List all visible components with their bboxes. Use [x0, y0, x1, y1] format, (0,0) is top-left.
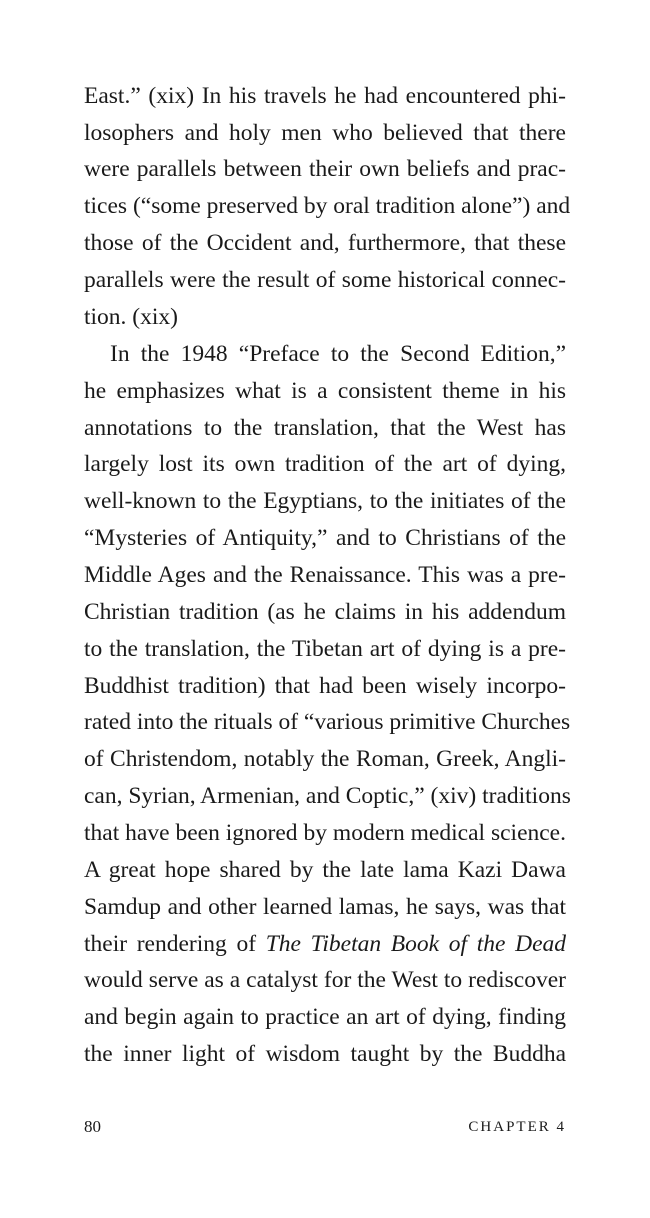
text-line: would serve as a catalyst for the West to rediscover — [84, 967, 566, 993]
text-line: “Mysteries of Antiquity,” and to Christians of the — [84, 525, 566, 551]
text-line: rated into the rituals of “various primitive Churches — [84, 709, 571, 735]
text-line: well-known to the Egyptians, to the initiates of the — [84, 488, 566, 514]
text-line: and begin again to practice an art of dying, finding — [84, 1004, 566, 1030]
text-line: annotations to the translation, that the West has — [84, 415, 566, 441]
text-line — [84, 929, 566, 959]
text-line: tices (“some preserved by oral tradition alone”) and — [84, 193, 571, 219]
text-line: Buddhist tradition) that had been wisely incorpo- — [84, 673, 566, 699]
text-line: largely lost its own tradition of the art of dying, — [84, 451, 566, 477]
book-title-italic: The Tibetan Book of the Dead — [265, 931, 566, 957]
text-line: Samdup and other learned lamas, he says, was that — [84, 894, 566, 920]
text-line: that have been ignored by modern medical science. — [84, 820, 566, 846]
text-line: Christian tradition (as he claims in his addendum — [84, 599, 566, 625]
text-line: tion. (xix) — [84, 304, 178, 330]
text-line: of Christendom, notably the Roman, Greek, Angli- — [84, 746, 566, 772]
text-run: their rendering of — [84, 931, 257, 957]
text-line: he emphasizes what is a consistent theme in his — [84, 378, 566, 404]
text-line: In the 1948 “Preface to the Second Edition,” — [110, 341, 566, 367]
text-line: can, Syrian, Armenian, and Coptic,” (xiv) traditions — [84, 783, 571, 809]
page-number: 80 — [84, 1117, 101, 1136]
text-line: A great hope shared by the late lama Kazi Dawa — [84, 857, 566, 883]
text-line: were parallels between their own beliefs and prac- — [84, 156, 566, 182]
text-line: the inner light of wisdom taught by the Buddha — [84, 1041, 566, 1067]
text-line: to the translation, the Tibetan art of dying is a pre- — [84, 636, 566, 662]
text-line: Middle Ages and the Renaissance. This was a pre- — [84, 562, 566, 588]
text-line: East.” (xix) In his travels he had encountered phi- — [84, 83, 566, 109]
running-head: CHAPTER 4 — [468, 1119, 566, 1135]
text-line: those of the Occident and, furthermore, that these — [84, 230, 566, 256]
text-line: losophers and holy men who believed that there — [84, 120, 566, 146]
text-line: parallels were the result of some historical connec- — [84, 267, 566, 293]
